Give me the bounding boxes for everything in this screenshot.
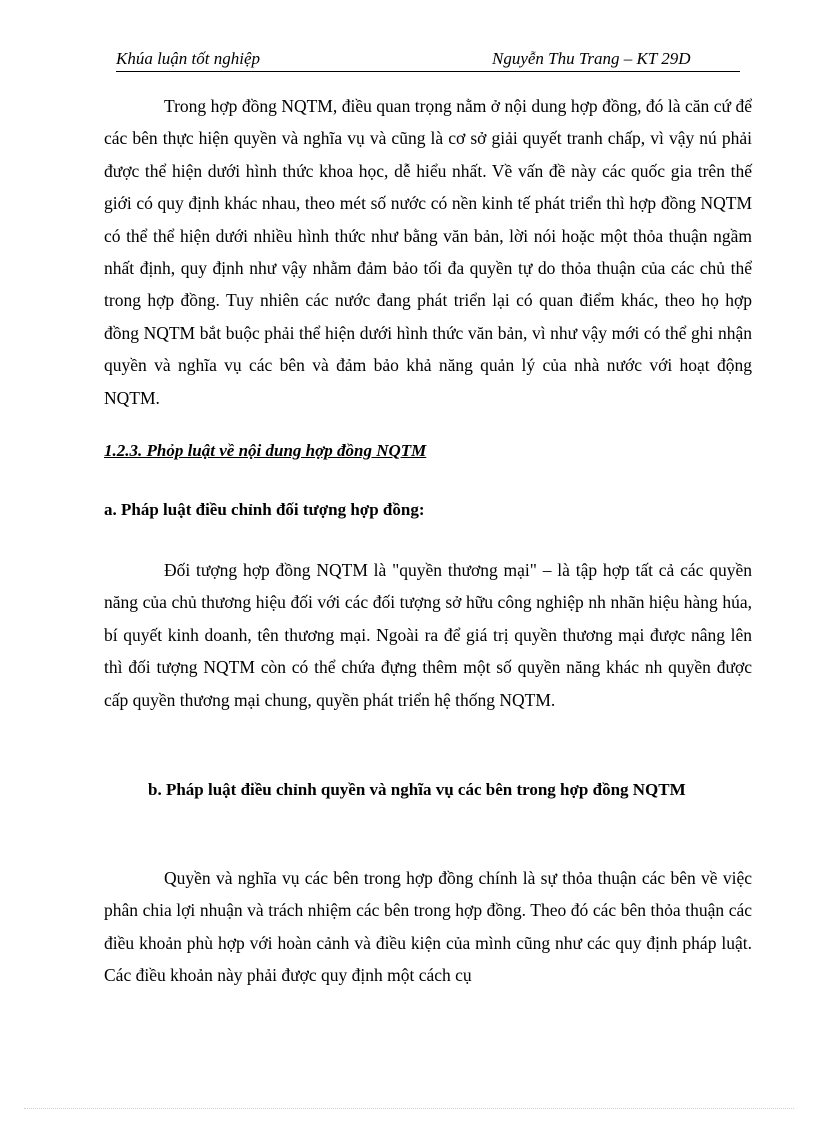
header-author-label: Nguyễn Thu Trang – KT 29D xyxy=(492,49,691,68)
subsection-heading-a: a. Pháp luật điều chỉnh đối tượng hợp đồng: xyxy=(104,500,425,519)
header-thesis-label: Khúa luận tốt nghiệp xyxy=(116,49,261,68)
footer-divider xyxy=(24,1108,794,1109)
page-header xyxy=(116,49,740,72)
paragraph-contract-form: Trong hợp đồng NQTM, điều quan trọng nằm ở nội dung hợp đồng, đó là căn cứ để các bên thực hiện quyền và nghĩa vụ và cũng là cơ sở giải quyết tranh chấp, vì vậy nú phải được thể hiện dưới hình thức khoa học, dễ hiểu nhất. Về vấn đề này các quốc gia trên thế giới có quy định khác nhau, theo mét số nước có nền kinh tế phát triển thì hợp đồng NQTM có thể thể hiện dưới nhiều hình thức như bằng văn bản, lời nói hoặc một thỏa thuận ngầm nhất định, quy định như vậy nhằm đảm bảo tối đa quyền tự do thỏa thuận của các chủ thể trong hợp đồng. Tuy nhiên các nước đang phát triển lại có quan điểm khác, theo họ hợp đồng NQTM bắt buộc phải thể hiện dưới hình thức văn bản, vì như vậy mới có thể ghi nhận quyền và nghĩa vụ các bên và đảm bảo khả năng quản lý của nhà nước với hoạt động NQTM. xyxy=(104,96,752,408)
paragraph-rights-obligations: Quyền và nghĩa vụ các bên trong hợp đồng chính là sự thỏa thuận các bên về việc phân chia lợi nhuận và trách nhiệm các bên trong hợp đồng. Theo đó các bên thỏa thuận các điều khoản phù hợp với hoàn cảnh và điều kiện của mình cũng như các quy định pháp luật. Các điều khoản này phải được quy định một cách cụ xyxy=(104,868,752,986)
paragraph-contract-object: Đối tượng hợp đồng NQTM là "quyền thương mại" – là tập hợp tất cả các quyền năng của chủ thương hiệu đối với các đối tượng sở hữu công nghiệp nh nhãn hiệu hàng húa, bí quyết kinh doanh, tên thương mại. Ngoài ra để giá trị quyền thương mại được nâng lên thì đối tượng NQTM còn có thể chứa đựng thêm một số quyền năng khác nh quyền được cấp quyền thương mại chung, quyền phát triển hệ thống NQTM. xyxy=(104,560,752,710)
section-heading-1-2-3: 1.2.3. Phỏp luật về nội dung hợp đồng NQTM xyxy=(104,441,427,460)
subsection-heading-b: b. Pháp luật điều chỉnh quyền và nghĩa vụ các bên trong hợp đồng NQTM xyxy=(148,780,686,799)
